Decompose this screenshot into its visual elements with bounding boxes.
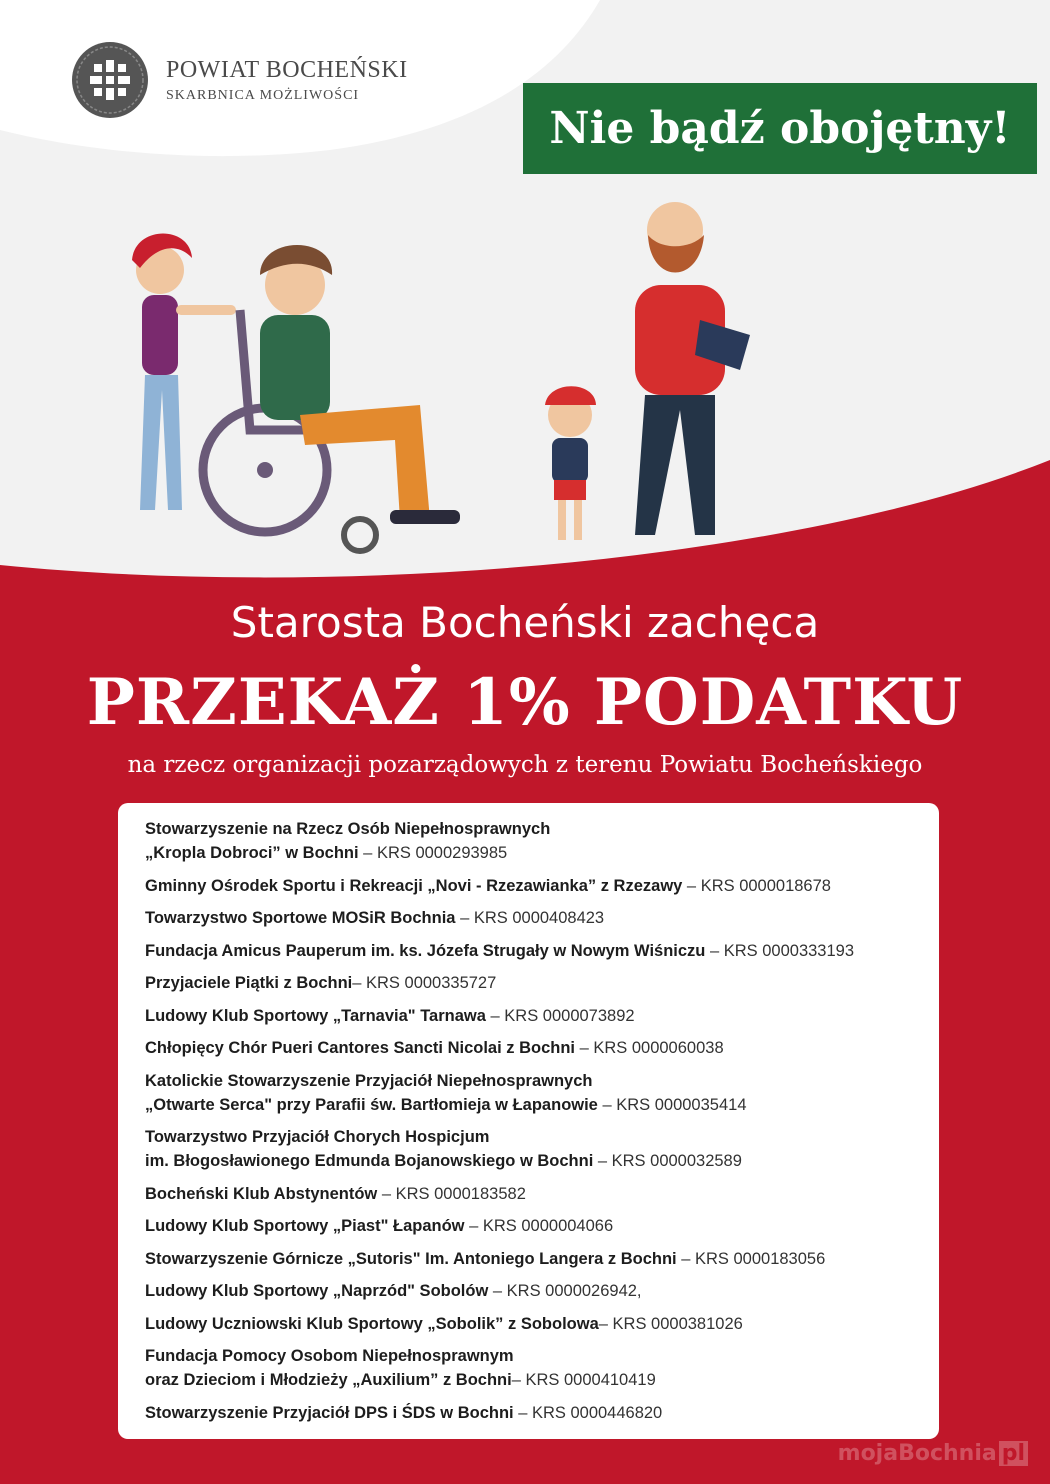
watermark <box>838 1441 1028 1466</box>
brand-subtitle: SKARBNICA MOŻLIWOŚCI <box>166 87 360 103</box>
organization-item <box>145 1125 939 1173</box>
organization-item <box>145 1036 939 1060</box>
organization-item <box>145 906 939 930</box>
organization-krs: – KRS 0000381026 <box>598 1314 743 1333</box>
organization-name: „Otwarte Serca" przy Parafii św. Bartłomieja w Łapanowie <box>145 1095 598 1114</box>
organization-item <box>145 1401 939 1425</box>
organizations-list <box>118 803 939 1425</box>
organization-name-line1: Katolickie Stowarzyszenie Przyjaciół Niepełnosprawnych <box>145 1071 593 1090</box>
organization-item <box>145 1344 939 1392</box>
organization-item <box>145 939 939 963</box>
brand-title: POWIAT BOCHEŃSKI <box>166 56 408 83</box>
organization-item <box>145 971 939 995</box>
organization-name: Ludowy Klub Sportowy „Piast" Łapanów <box>145 1217 465 1235</box>
organization-name: Towarzystwo Sportowe MOSiR Bochnia <box>145 909 456 927</box>
organization-krs: – KRS 0000183056 <box>676 1249 826 1268</box>
organization-name: Ludowy Klub Sportowy „Tarnavia" Tarnawa <box>145 1006 486 1025</box>
headline-sub: na rzecz organizacji pozarządowych z terenu Powiatu Bocheńskiego <box>127 752 923 778</box>
organization-krs: – KRS 0000060038 <box>575 1039 724 1057</box>
organization-name: Gminny Ośrodek Sportu i Rekreacji „Novi - Rzezawianka” z Rzezawy <box>145 876 683 895</box>
organization-item <box>145 1004 939 1028</box>
organization-krs: – KRS 0000335727 <box>352 974 497 992</box>
organization-name-line1: Stowarzyszenie na Rzecz Osób Niepełnosprawnych <box>145 820 551 838</box>
organization-item <box>145 1247 939 1271</box>
brand-logo <box>70 40 408 120</box>
organization-item <box>145 1182 939 1206</box>
organization-name: Bocheński Klub Abstynentów <box>145 1184 378 1203</box>
organization-name-line1: Fundacja Pomocy Osobom Niepełnosprawnym <box>145 1347 514 1365</box>
organization-item <box>145 817 939 865</box>
watermark-suffix: pl <box>999 1441 1028 1466</box>
organization-krs: – KRS 0000183582 <box>377 1184 526 1203</box>
boy-figure <box>545 386 596 540</box>
organization-krs: – KRS 0000018678 <box>682 876 831 895</box>
watermark-text: mojaBochnia <box>837 1441 997 1466</box>
organization-krs: – KRS 0000408423 <box>455 909 605 927</box>
organization-name: oraz Dzieciom i Młodzieży „Auxilium” z Bochni <box>145 1371 512 1389</box>
organization-name: Chłopięcy Chór Pueri Cantores Sancti Nicolai z Bochni <box>145 1039 575 1057</box>
organization-name: Fundacja Amicus Pauperum im. ks. Józefa Strugały w Nowym Wiśniczu <box>145 941 706 960</box>
organization-item <box>145 874 939 898</box>
headline-encourage: Starosta Bocheński zachęca <box>230 598 820 647</box>
organization-krs: – KRS 0000410419 <box>511 1371 656 1389</box>
organization-name: Stowarzyszenie Górnicze „Sutoris" Im. Antoniego Langera z Bochni <box>145 1249 677 1268</box>
organization-krs: – KRS 0000035414 <box>597 1095 747 1114</box>
organization-item <box>145 1279 939 1303</box>
organization-item <box>145 1069 939 1117</box>
organization-name: Przyjaciele Piątki z Bochni <box>145 974 353 992</box>
organization-krs: – KRS 0000333193 <box>705 941 855 960</box>
organization-name: Stowarzyszenie Przyjaciół DPS i ŚDS w Bochni <box>145 1403 514 1422</box>
slogan-banner: Nie bądź obojętny! <box>523 83 1037 174</box>
organization-name: Ludowy Klub Sportowy „Naprzód" Sobolów <box>145 1282 489 1300</box>
organization-item <box>145 1214 939 1238</box>
organization-krs: – KRS 0000004066 <box>464 1217 614 1235</box>
bearded-man-figure <box>635 202 750 535</box>
organization-krs: – KRS 0000026942, <box>488 1282 642 1300</box>
wheelchair-figure <box>203 245 460 551</box>
organization-item <box>145 1312 939 1336</box>
organization-name: Ludowy Uczniowski Klub Sportowy „Sobolik” z Sobolowa <box>145 1314 599 1333</box>
organizations-card <box>118 803 939 1439</box>
organization-krs: – KRS 0000293985 <box>358 844 508 862</box>
woman-figure <box>132 233 236 510</box>
people-illustration <box>100 190 820 570</box>
headline-main: PRZEKAŻ 1% PODATKU <box>86 665 964 740</box>
organization-krs: – KRS 0000073892 <box>485 1006 635 1025</box>
organization-krs: – KRS 0000032589 <box>593 1152 742 1170</box>
organization-name: „Kropla Dobroci” w Bochni <box>145 844 359 862</box>
crest-icon <box>70 40 150 120</box>
organization-krs: – KRS 0000446820 <box>513 1403 663 1422</box>
organization-name: im. Błogosławionego Edmunda Bojanowskiego w Bochni <box>145 1152 594 1170</box>
organization-name-line1: Towarzystwo Przyjaciół Chorych Hospicjum <box>145 1128 490 1146</box>
